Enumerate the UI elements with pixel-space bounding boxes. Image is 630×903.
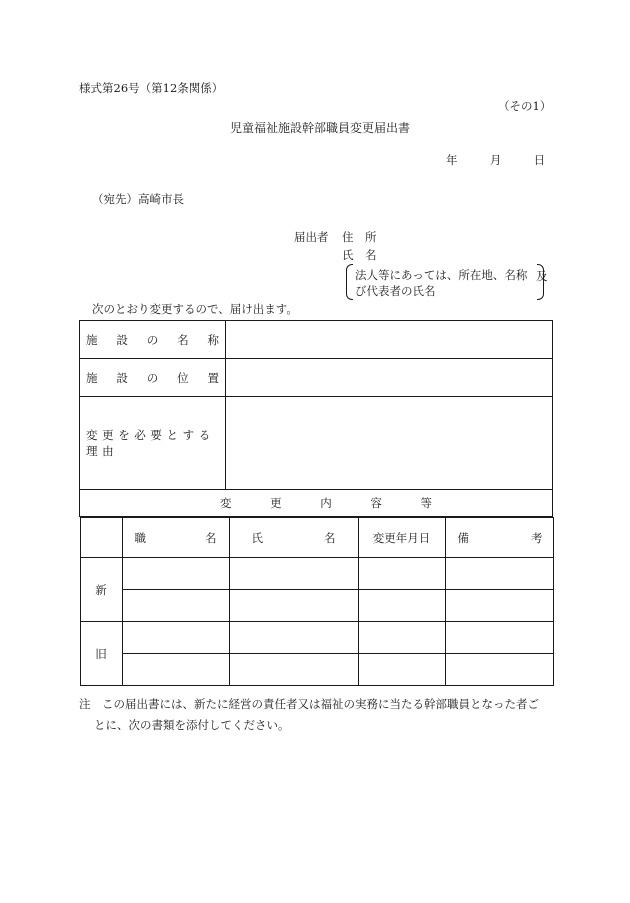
- old-date-1[interactable]: [358, 622, 445, 654]
- col-header-title-char-1: 職: [134, 530, 146, 545]
- date-day: 日: [533, 153, 546, 167]
- form-table: [79, 320, 553, 686]
- corporate-note-line2: び代表者の氏名: [355, 284, 436, 298]
- col-header-remarks: [445, 518, 553, 558]
- col-header-date: 変更年月日: [358, 518, 445, 558]
- footnote: [79, 694, 553, 736]
- facility-name-char-4: 名: [177, 332, 189, 347]
- facility-name-char-5: 称: [207, 332, 219, 347]
- col-header-title: [122, 518, 229, 558]
- page-title: 児童福祉施設幹部職員変更届出書: [230, 121, 411, 135]
- facility-name-char-1: 施: [86, 332, 98, 347]
- name-label: 氏 名: [342, 248, 377, 262]
- form-number: 様式第26号（第12条関係）: [79, 81, 224, 95]
- corporate-note-line1: 法人等にあっては、所在地、名称: [355, 268, 528, 282]
- old-date-2[interactable]: [358, 654, 445, 686]
- col-header-remarks-char-2: 考: [531, 530, 543, 545]
- facility-name-field[interactable]: [226, 321, 553, 359]
- col-header-title-char-2: 名: [205, 530, 217, 545]
- footnote-line1: 注 この届出書には、新たに経営の責任者又は福祉の実務に当たる幹部職員となった者ご: [79, 697, 539, 711]
- changes-header: [80, 490, 553, 517]
- new-name-1[interactable]: [229, 558, 358, 590]
- footnote-line2: とに、次の書類を添付してください。: [94, 718, 290, 732]
- col-header-name-char-1: 氏: [251, 530, 263, 545]
- changes-header-char-5: 等: [420, 496, 432, 510]
- new-remarks-1[interactable]: [445, 558, 553, 590]
- facility-name-label: [80, 321, 226, 359]
- date-month: 月: [489, 153, 502, 167]
- changes-header-char-2: 更: [270, 496, 282, 510]
- old-remarks-2[interactable]: [445, 654, 553, 686]
- new-title-2[interactable]: [122, 590, 229, 622]
- new-remarks-2[interactable]: [445, 590, 553, 622]
- intro-text: 次のとおり変更するので、届け出ます。: [92, 302, 298, 316]
- facility-location-char-2: 設: [116, 370, 128, 385]
- col-header-remarks-char-1: 備: [457, 530, 469, 545]
- facility-location-field[interactable]: [226, 359, 553, 397]
- old-title-2[interactable]: [122, 654, 229, 686]
- old-title-1[interactable]: [122, 622, 229, 654]
- corporate-note-oyobi: 及: [536, 269, 548, 283]
- facility-location-char-5: 置: [207, 370, 219, 385]
- applicant-label: 届出者: [294, 230, 329, 244]
- old-label: 旧: [80, 622, 122, 686]
- new-date-2[interactable]: [358, 590, 445, 622]
- corporate-note-text: [355, 267, 527, 299]
- changes-grid-container: [80, 517, 553, 687]
- col-header-name: [229, 518, 358, 558]
- changes-header-char-3: 内: [320, 496, 332, 510]
- grid-corner: [80, 518, 122, 558]
- changes-header-char-4: 容: [370, 496, 382, 510]
- facility-name-char-3: の: [146, 332, 159, 347]
- old-name-1[interactable]: [229, 622, 358, 654]
- facility-location-char-4: 位: [177, 370, 189, 385]
- sono-label: （その1）: [498, 99, 552, 113]
- col-header-name-char-2: 名: [324, 530, 336, 545]
- reason-label: 変更を必要とする理由: [80, 397, 226, 490]
- old-remarks-1[interactable]: [445, 622, 553, 654]
- date-line: [446, 155, 545, 167]
- old-name-2[interactable]: [229, 654, 358, 686]
- facility-location-char-1: 施: [86, 370, 98, 385]
- reason-field[interactable]: [226, 397, 553, 490]
- changes-header-char-1: 変: [220, 496, 232, 510]
- addressee: （宛先）高崎市長: [92, 192, 184, 206]
- new-name-2[interactable]: [229, 590, 358, 622]
- left-bracket: [346, 264, 353, 300]
- facility-location-char-3: の: [146, 370, 159, 385]
- facility-name-char-2: 設: [116, 332, 128, 347]
- date-year: 年: [446, 153, 458, 167]
- address-label: 住 所: [342, 230, 377, 244]
- new-label: 新: [80, 558, 122, 622]
- facility-location-label: [80, 359, 226, 397]
- new-date-1[interactable]: [358, 558, 445, 590]
- corporate-note-bracket: [346, 264, 548, 298]
- new-title-1[interactable]: [122, 558, 229, 590]
- changes-grid: [80, 517, 554, 686]
